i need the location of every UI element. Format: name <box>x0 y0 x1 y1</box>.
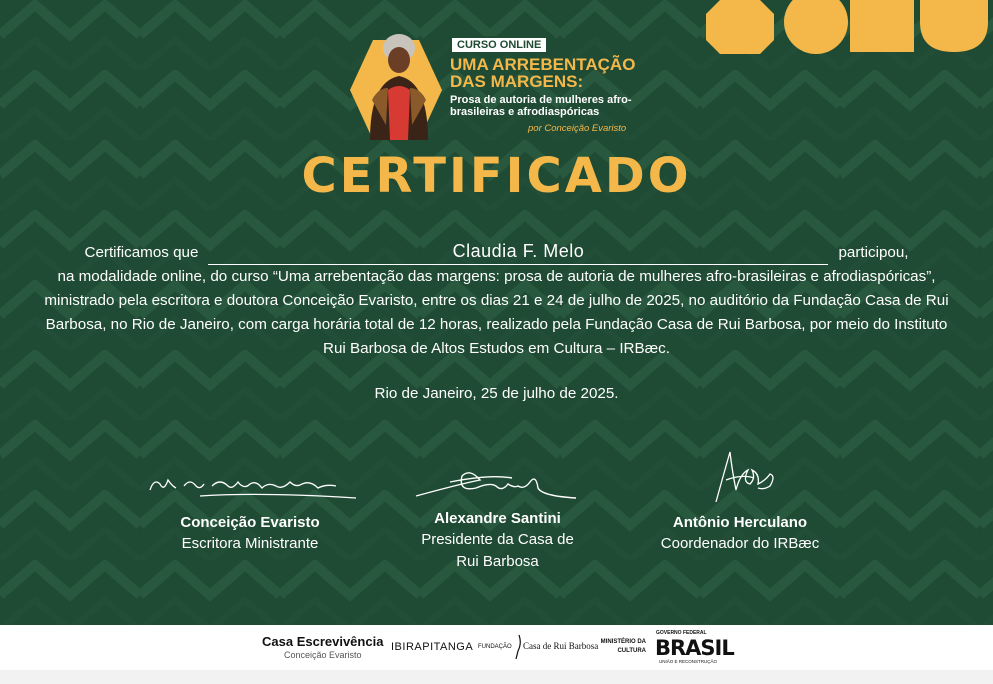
signature-block-evaristo <box>140 440 360 555</box>
place-date: Rio de Janeiro, 25 de julho de 2025. <box>374 385 619 402</box>
ministerio-logo: MINISTÉRIO DA CULTURA <box>600 639 646 654</box>
signature-name-evaristo: Conceição Evaristo <box>180 514 320 531</box>
certificate-body: na modalidade online, do curso “Uma arrebentação das margens: prosa de autoria de mulheres afro-brasileiras e afrodiaspóricas”, ministrado pela escritora e doutora Conceição Evaristo, entre os dias 21 e 24 de julho de 2025, no auditório da Fundação Casa de Rui Barbosa, no Rio de Janeiro, com carga horária total de 12 horas, realizado pela Fundação Casa de Rui Barbosa, por meio do Instituto Rui Barbosa de Altos Estudos em Cultura – IRBæc. <box>44 268 949 357</box>
signature-role-santini: Presidente da Casa de Rui Barbosa <box>421 531 574 570</box>
signature-santini <box>400 440 595 506</box>
signature-evaristo <box>140 440 360 510</box>
signature-role-herculano: Coordenador do IRBæc <box>660 535 820 552</box>
signature-role-evaristo: Escritora Ministrante <box>181 535 319 552</box>
quill-icon <box>513 633 523 661</box>
certificate-title: CERTIFICADO <box>301 148 692 204</box>
casa-escrevivencia-logo: Casa Escrevivência <box>262 634 384 649</box>
recipient-name: Claudia F. Melo <box>208 240 828 265</box>
signature-block-herculano <box>630 440 850 555</box>
recipient-line <box>40 240 953 265</box>
signature-name-santini: Alexandre Santini <box>434 510 561 527</box>
signature-herculano <box>630 440 850 510</box>
signature-block-santini <box>400 440 595 573</box>
course-author: por Conceição Evaristo <box>528 123 627 134</box>
course-subtitle: Prosa de autoria de mulheres afro-brasileiras e afrodiaspóricas <box>450 94 632 118</box>
course-tag: CURSO ONLINE <box>450 36 548 54</box>
governo-federal-label: GOVERNO FEDERAL <box>656 630 707 636</box>
decorative-shapes <box>706 0 993 56</box>
certificate-prefix: Certificamos que <box>84 244 199 261</box>
certificate-suffix: participou, <box>838 244 909 261</box>
course-badge <box>350 30 650 140</box>
fundacao-logo: Casa de Rui Barbosa <box>523 641 599 651</box>
author-portrait <box>358 30 440 140</box>
sponsor-footer <box>0 625 993 670</box>
course-title: UMA ARREBENTAÇÃO DAS MARGENS: <box>450 55 636 91</box>
fundacao-prefix: FUNDAÇÃO <box>478 644 512 650</box>
brasil-logo: BRASIL <box>655 636 734 660</box>
ibirapitanga-logo: IBIRAPITANGA <box>391 641 474 653</box>
casa-escrevivencia-sub: Conceição Evaristo <box>284 650 362 660</box>
uniao-reconstrucao-label: UNIÃO E RECONSTRUÇÃO <box>659 659 718 664</box>
signature-name-herculano: Antônio Herculano <box>672 514 808 531</box>
